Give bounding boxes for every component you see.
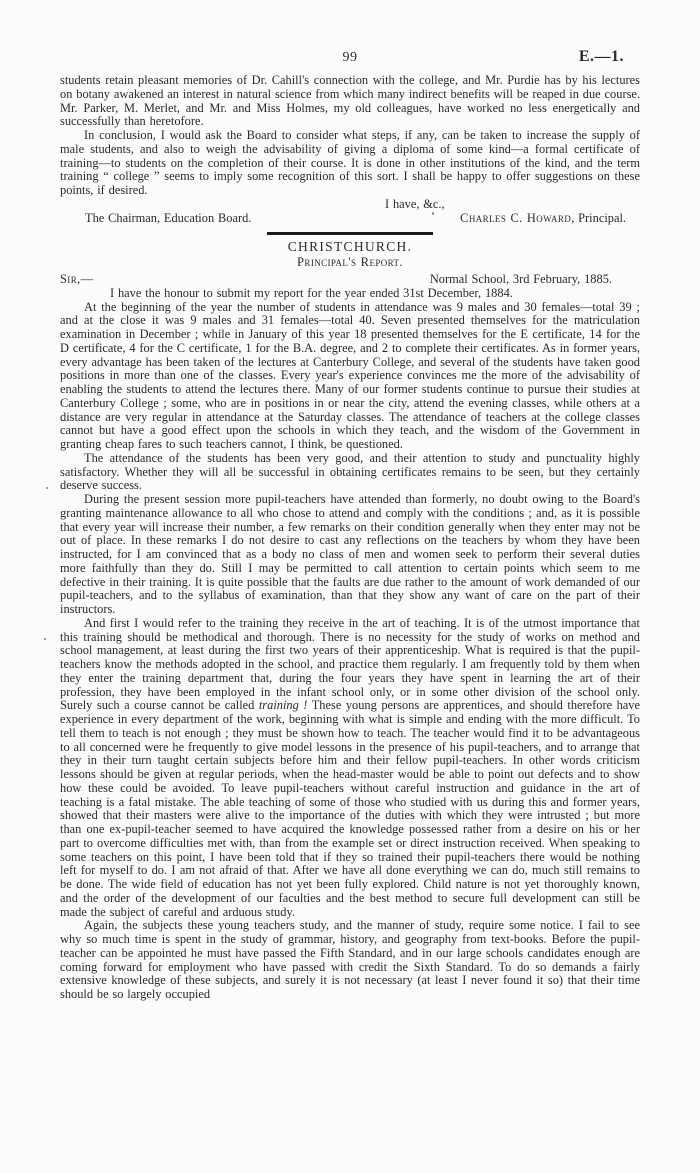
text-run: In conclusion, I would ask the Board to consider what steps, if any, can be taken to increase the supply of male students, and also to weigh the advisability of giving a diploma of some kind—a formal certificate of training—to students on the completion of their course. It is done in other institutions of the kind, and the term training “ college ” seems to imply some recognition of this sort. I shall be happy to offer suggestions on these points, if desired. xyxy=(60,128,640,197)
running-head xyxy=(60,50,640,74)
signature-name: Charles C. Howard xyxy=(460,210,572,225)
letter-paragraphs xyxy=(60,74,640,198)
text-run: At the beginning of the year the number of students in attendance was 9 males and 30 females—total 39 ; and at the close it was 9 males and 31 females—total 40. Seven presented themselves for the matriculation examination in December ; while in January of this year 18 presented themselves for the E certificate, 14 for the D certificate, 4 for the C certificate, 1 for the B.A. degree, and 2 to complete their certificates. As in former years, every advantage has been taken of the lectures at Canterbury College, and several of the students have taken good positions in more than one of the classes. Every year's experience convinces me the more of the advisability of enabling the students to attend the lectures there. Many of our former students continue to pursue their studies at Canterbury College ; some, who are in positions in or near the city, attend the evening classes, while others at a distance are very regular in attendance at the Saturday classes. The attendance of teachers at the college classes cannot but have a good effect upon the schools in which they teach, and the wisdom of the Government in granting cheap fares to such teachers cannot, I think, be questioned. xyxy=(60,299,640,451)
signature-title: , Principal. xyxy=(571,210,626,225)
report-subheading: Principal's Report. xyxy=(297,255,403,269)
paragraph xyxy=(60,301,640,452)
addressee: The Chairman, Education Board. xyxy=(85,210,252,225)
italic-text-run: training ! xyxy=(258,698,308,713)
letter-continuation xyxy=(60,74,640,225)
dateline: Normal School, 3rd February, 1885. xyxy=(429,271,612,286)
text-run: During the present session more pupil-teachers have attended than formerly, no doubt owing to the Board's granting maintenance allowance to all who chose to attend and comply with the conditions ; and, as it is possible that every year will increase their number, a few remarks on their condition generally when they enter may not be out of place. In these remarks I do not desire to cast any reflections on the teachers by whom they have been instructed, for I am convinced that as a body no class of men and women seek to perform their several duties more faithfully than they do. Still I may be permitted to call attention to certain points which seem to me defective in their training. It is quite possible that the faults are due rather to the amount of work demanded of our pupil-teachers, and to the syllabus of examination, than that they show any want of care on the part of their instructors. xyxy=(60,492,640,616)
section-heading: CHRISTCHURCH. xyxy=(287,239,413,255)
ink-speck xyxy=(46,487,48,489)
document-reference: E.—1. xyxy=(578,48,624,65)
page-number: 99 xyxy=(342,50,358,65)
text-run: These young persons are apprentices, and should therefore have experience in every department of the work, beginning with what is simple and ending with the more difficult. To tell them to teach is not enough ; they must be shown how to teach. The teacher would find it to be advantageous to all concerned were he frequently to give model lessons in the presence of his pupil-teachers, and to arrange that they in their turn taught certain subjects before him and their fellow pupil-teachers. In other words criticism lessons should be given at regular periods, when the head-master would be able to point out defects and to show how these could be avoided. To leave pupil-teachers without careful instruction and guidance in the art of teaching is a fatal mistake. The able teaching of some of those who studied with us during this and former years, showed that their masters were alive to the importance of the duties with which they were intrusted ; but more than one ex-pupil-teacher seemed to have acquired the knowledge possessed rather from a desire on his or her part to overcome difficulties met with, than from the example set or direct instruction received. When speaking to some teachers on this point, I have been told that if they so trained their pupil-teachers there would be nothing left for myself to do. I am not afraid of that. After we have all done everything we can do, much still remains to be done. The wide field of education has not yet been fully explored. Child nature is not yet thoroughly known, and the order of the development of our faculties and the best method to secure full development can still be made the subject of careful and arduous study. xyxy=(60,698,640,919)
salutation: Sir,— xyxy=(60,271,94,286)
report-paragraphs xyxy=(60,301,640,1002)
text-run: The attendance of the students has been very good, and their attention to study and punctuality highly satisfactory. Whether they will all be successful in obtaining certificates remains to be seen, but they certainly deserve success. xyxy=(60,450,640,493)
report-section xyxy=(60,240,640,1002)
opening-line: I have the honour to submit my report for the year ended 31st December, 1884. xyxy=(110,285,513,300)
text-run: Again, the subjects these young teachers study, and the manner of study, require some notice. I fail to see why so much time is spent in the study of grammar, history, and geography from text-books. Before the pupil-teacher can be appointed he must have passed the Fifth Standard, and in our large schools candidates enough are coming forward for employment who have passed with credit the Sixth Standard. To do so demands a fairly extensive knowledge of these subjects, and surely it is not necessary (at least I never found it so) that their time should be so largely occupied xyxy=(60,918,640,1001)
ink-speck xyxy=(432,212,434,215)
text-run: students retain pleasant memories of Dr. Cahill's connection with the college, and Mr. Purdie has by his lectures on botany awakened an interest in natural science from which many indirect benefits will be reaped in due course. Mr. Parker, M. Merlet, and Mr. and Miss Holmes, my old colleagues, have worked no less energetically and successfully than heretofore. xyxy=(60,73,640,129)
paragraph xyxy=(60,74,640,129)
paragraph xyxy=(60,129,640,198)
section-divider-rule xyxy=(267,232,433,235)
signature xyxy=(460,212,626,226)
paragraph xyxy=(60,493,640,617)
signature-row xyxy=(60,212,640,226)
ink-speck xyxy=(44,638,46,640)
paragraph xyxy=(60,617,640,920)
text-run: And first I would refer to the training they receive in the art of teaching. It is of the utmost importance that this training should be methodical and thorough. There is no necessity for the study of works on method and school management, at least during the first two years of their apprenticeship. What is required is that the pupil-teachers know the methods adopted in the school, and practice them regularly. I am frequently told by them when they enter the training department that, during the four years they have spent in learning the art of their profession, they have been employed in the infant school only, or in some other division of the school only. Surely such a course cannot be called xyxy=(60,615,640,713)
dateline-row xyxy=(60,273,640,287)
paragraph xyxy=(60,452,640,493)
valediction: I have, &c., xyxy=(385,196,445,211)
paragraph xyxy=(60,919,640,1002)
